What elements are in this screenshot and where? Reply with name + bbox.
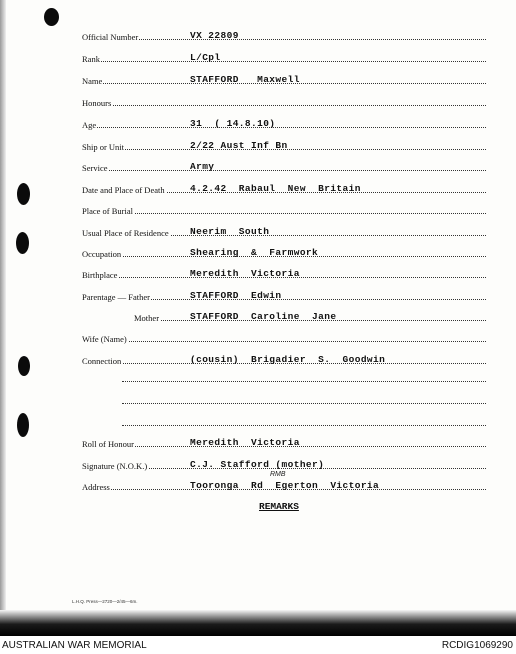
father-value: STAFFORD Edwin — [190, 290, 282, 301]
remarks-heading: REMARKS — [259, 501, 299, 512]
place-of-burial-row — [82, 204, 486, 216]
fill-line — [82, 170, 486, 171]
wife-row — [82, 332, 486, 344]
connection-value: (cousin) Brigadier S. Goodwin — [190, 354, 386, 365]
mother-value: STAFFORD Caroline Jane — [190, 311, 337, 322]
connection-row — [82, 354, 486, 366]
occupation-label: Occupation — [82, 249, 122, 259]
wife-label: Wife (Name) — [82, 334, 127, 344]
ship-or-unit-label: Ship or Unit — [82, 142, 125, 152]
connection-label: Connection — [82, 356, 122, 366]
official-number-value: VX 22809 — [190, 30, 239, 41]
father-label: Parentage — Father — [82, 292, 150, 302]
roll-of-honour-value: Meredith Victoria — [190, 437, 300, 448]
address-handwritten-annotation: RMB — [270, 471, 286, 478]
fill-line — [82, 213, 486, 214]
name-value: STAFFORD Maxwell — [190, 74, 300, 85]
usual-residence-row — [82, 226, 486, 238]
signature-value: C.J. Stafford (mother) — [190, 459, 325, 470]
service-label: Service — [82, 163, 108, 173]
birthplace-row — [82, 268, 486, 280]
archive-name: AUSTRALIAN WAR MEMORIAL — [2, 640, 147, 651]
blank-fill-line — [122, 403, 486, 404]
official-number-label: Official Number — [82, 32, 139, 42]
father-row — [82, 290, 486, 302]
date-place-death-value: 4.2.42 Rabaul New Britain — [190, 183, 361, 194]
binder-hole — [16, 232, 29, 254]
birthplace-label: Birthplace — [82, 270, 118, 280]
service-row — [82, 161, 486, 173]
honours-label: Honours — [82, 98, 112, 108]
page-left-edge — [0, 0, 6, 636]
address-value: Tooronga Rd Egerton Victoria — [190, 480, 380, 491]
blank-fill-line — [122, 425, 486, 426]
ship-or-unit-row — [82, 140, 486, 152]
name-row — [82, 74, 486, 86]
official-number-row — [82, 30, 486, 42]
service-value: Army — [190, 161, 215, 172]
occupation-value: Shearing & Farmwork — [190, 247, 319, 258]
binder-hole — [44, 8, 59, 26]
binder-hole — [18, 356, 30, 376]
occupation-row — [82, 247, 486, 259]
fill-line — [82, 341, 486, 342]
age-label: Age — [82, 120, 97, 130]
roll-of-honour-label: Roll of Honour — [82, 439, 134, 449]
age-value: 31 ( 14.8.10) — [190, 118, 276, 129]
signature-label: Signature (N.O.K.) — [82, 461, 148, 471]
date-place-death-row — [82, 183, 486, 195]
signature-row — [82, 459, 486, 471]
mother-label: Mother — [134, 313, 160, 323]
age-row — [82, 118, 486, 130]
printer-imprint: L.H.Q. Press—2720—2/45—6m. — [72, 599, 138, 604]
binder-hole — [17, 183, 30, 205]
record-id: RCDIG1069290 — [441, 640, 513, 651]
rank-label: Rank — [82, 54, 100, 64]
honours-row — [82, 96, 486, 108]
birthplace-value: Meredith Victoria — [190, 268, 300, 279]
address-label: Address — [82, 482, 110, 492]
mother-row — [82, 311, 486, 323]
rank-value: L/Cpl — [190, 52, 221, 63]
archive-footer — [0, 636, 516, 654]
usual-residence-label: Usual Place of Residence — [82, 228, 169, 238]
fill-line — [82, 61, 486, 62]
usual-residence-value: Neerim South — [190, 226, 270, 237]
fill-line — [82, 105, 486, 106]
fill-line — [82, 127, 486, 128]
name-label: Name — [82, 76, 103, 86]
address-row — [82, 480, 486, 492]
ship-or-unit-value: 2/22 Aust Inf Bn — [190, 140, 288, 151]
roll-of-honour-row — [82, 437, 486, 449]
page-bottom-edge — [0, 610, 516, 636]
place-of-burial-label: Place of Burial — [82, 206, 133, 216]
fill-line — [82, 39, 486, 40]
blank-fill-line — [122, 381, 486, 382]
date-place-death-label: Date and Place of Death — [82, 185, 165, 195]
binder-hole — [17, 413, 29, 437]
rank-row — [82, 52, 486, 64]
